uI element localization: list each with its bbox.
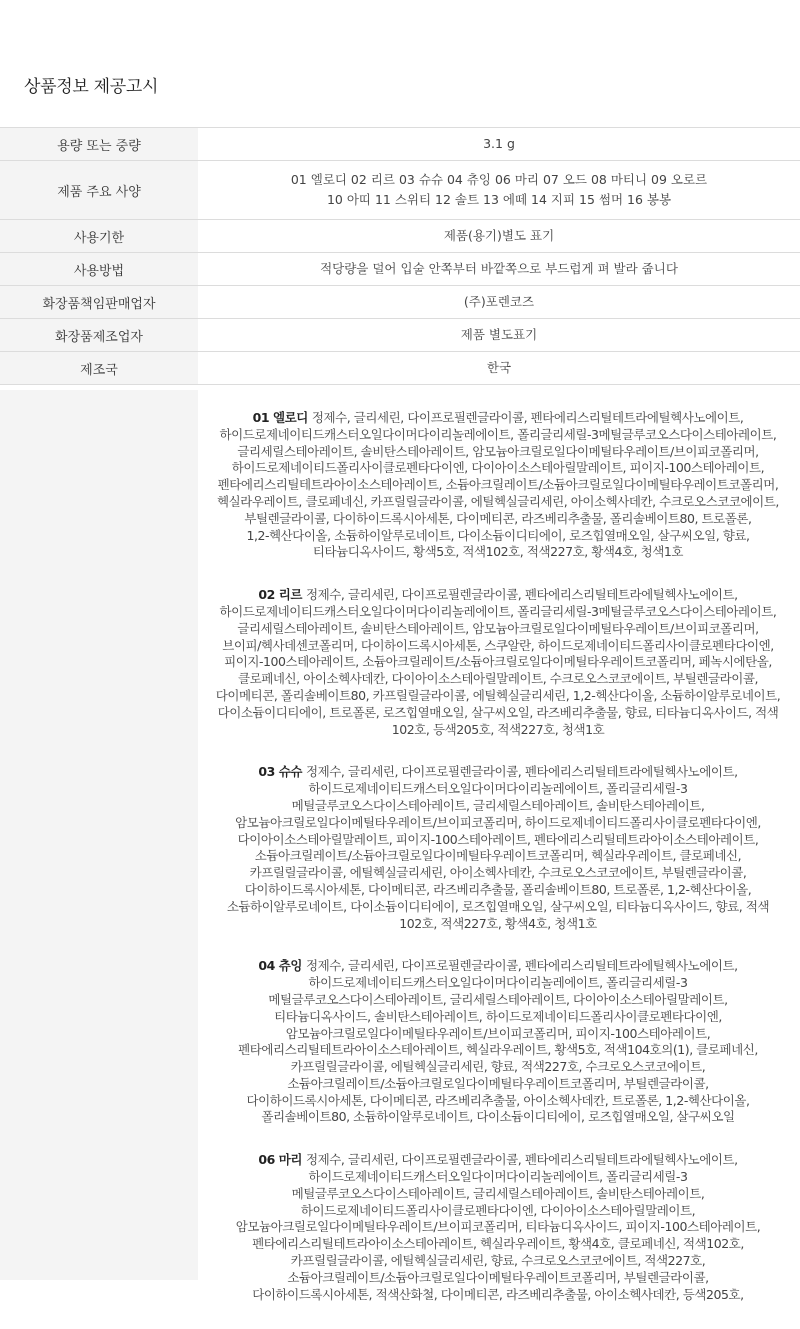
ingredient-shade-name: 01 엘로디 <box>252 410 308 425</box>
ingredient-block <box>206 958 790 1126</box>
ingredient-shade-name: 04 츄잉 <box>258 958 303 974</box>
ingredient-text: 글리세릴스테아레이트, 솔비탄스테아레이트, 암모늄아크릴로일다이메틸타우레이트/브이피코폴리머, <box>237 620 759 636</box>
ingredient-text: 다이메티콘, 폴리솔베이트80, 카프릴릴글라이콜, 에틸헥실글리세린, 1,2-헥산다이올, 소듐하이알루로네이트, <box>215 687 781 703</box>
ingredient-line <box>206 705 790 722</box>
row-value-line: 01 엘로디 02 리르 03 슈슈 04 츄잉 06 마리 07 오드 08 마티니 09 오로르 <box>290 172 708 187</box>
table-row <box>0 352 800 385</box>
ingredient-line <box>206 1253 790 1270</box>
ingredient-line <box>206 764 790 781</box>
ingredient-line <box>206 621 790 638</box>
row-value <box>198 161 800 220</box>
ingredient-text: 하이드로제네이티드폴리사이클로펜타다이엔, 다이아이소스테아릴말레이트, <box>300 1202 696 1218</box>
row-value: 제품(용기)별도 표기 <box>443 228 555 243</box>
ingredient-line <box>206 1186 790 1203</box>
ingredient-line <box>206 1109 790 1126</box>
ingredient-text: 암모늄아크릴로일다이메틸타우레이트/브이피코폴리머, 하이드로제네이티드폴리사이클로펜타다이엔, <box>235 814 761 830</box>
ingredient-text: 소듐하이알루로네이트, 다이소듐이디티에이, 로즈힙열매오일, 살구씨오일, 티타늄디옥사이드, 향료, 적색 <box>226 898 770 914</box>
row-value-line: 10 아띠 11 스위티 12 솔트 13 에떼 14 지피 15 썸머 16 봉봉 <box>326 192 672 207</box>
ingredient-line <box>206 1152 790 1169</box>
ingredient-block <box>206 764 790 932</box>
ingredient-block <box>206 587 790 738</box>
ingredient-line <box>206 477 790 494</box>
ingredient-line <box>206 671 790 688</box>
row-label: 제조국 <box>0 352 198 385</box>
ingredient-line <box>206 1009 790 1026</box>
ingredient-block <box>206 1152 790 1303</box>
ingredient-text: 다이아이소스테아릴말레이트, 피이지-100스테아레이트, 펜타에리스리틸테트라아이소스테아레이트, <box>237 831 759 847</box>
ingredient-line <box>206 1076 790 1093</box>
ingredient-line <box>206 1203 790 1220</box>
ingredient-text: 하이드로제네이티드캐스터오일다이머다이리놀레에이트, 폴리글리세릴-3메틸글루코오스다이스테아레이트, <box>219 603 777 619</box>
ingredient-text: 다이하이드록시아세톤, 적색산화철, 다이메티콘, 라즈베리추출물, 아이소헥사데칸, 등색205호, <box>252 1286 744 1302</box>
product-info-table <box>0 127 800 385</box>
ingredient-line <box>206 544 790 561</box>
ingredient-text: 메틸글루코오스다이스테아레이트, 글리세릴스테아레이트, 솔비탄스테아레이트, <box>291 797 705 813</box>
row-label: 제품 주요 사양 <box>0 161 198 220</box>
ingredient-line <box>206 722 790 739</box>
ingredient-text: 클로페네신, 아이소헥사데칸, 다이아이소스테아릴말레이트, 수크로오스코코에이트, 부틸렌글라이콜, <box>238 671 758 687</box>
ingredient-line <box>206 587 790 604</box>
row-label: 화장품제조업자 <box>0 319 198 352</box>
ingredient-text: 하이드로제네이티드캐스터오일다이머다이리놀레에이트, 폴리글리세릴-3 <box>308 975 688 991</box>
page-title: 상품정보 제공고시 <box>24 77 159 97</box>
ingredient-text: 하이드로제네이티드폴리사이클로펜타다이엔, 다이아이소스테아릴말레이트, 피이지-100스테아레이트, <box>231 460 765 476</box>
ingredient-text: 다이소듐이디티에이, 트로폴론, 로즈힙열매오일, 살구씨오일, 라즈베리추출물, 향료, 티타늄디옥사이드, 적색 <box>217 704 779 720</box>
ingredients-label-column <box>0 390 198 1280</box>
ingredient-text: 정제수, 글리세린, 다이프로필렌글라이콜, 펜타에리스리틸테트라에틸헥사노에이트, <box>306 764 738 780</box>
ingredient-text: 정제수, 글리세린, 다이프로필렌글라이콜, 펜타에리스리틸테트라에틸헥사노에이트, <box>306 1152 738 1168</box>
ingredient-line <box>206 848 790 865</box>
ingredients-section <box>0 390 800 1302</box>
ingredient-line <box>206 638 790 655</box>
ingredient-line <box>206 1169 790 1186</box>
table-row <box>0 286 800 319</box>
ingredient-block <box>206 410 790 561</box>
ingredient-line <box>206 444 790 461</box>
ingredient-text: 소듐아크릴레이트/소듐아크릴로일다이메틸타우레이트코폴리머, 부틸렌글라이콜, <box>287 1269 709 1285</box>
table-row <box>0 319 800 352</box>
ingredient-text: 카프릴릴글라이콜, 에틸헥실글리세린, 향료, 수크로오스코코에이트, 적색227호, <box>290 1253 706 1269</box>
ingredient-line <box>206 604 790 621</box>
ingredient-line <box>206 882 790 899</box>
ingredient-text: 티타늄디옥사이드, 황색5호, 적색102호, 적색227호, 황색4호, 청색1호 <box>312 544 684 560</box>
ingredient-line <box>206 1236 790 1253</box>
ingredient-text: 펜타에리스리틸테트라아이소스테아레이트, 헥실라우레이트, 황색4호, 클로페네신, 적색102호, <box>252 1236 744 1252</box>
ingredient-line <box>206 781 790 798</box>
ingredient-text: 암모늄아크릴로일다이메틸타우레이트/브이피코폴리머, 피이지-100스테아레이트, <box>285 1025 711 1041</box>
ingredient-text: 102호, 적색227호, 황색4호, 청색1호 <box>399 915 597 931</box>
ingredient-line <box>206 798 790 815</box>
table-row <box>0 253 800 286</box>
row-value: 한국 <box>486 360 512 375</box>
ingredient-text: 폴리솔베이트80, 소듐하이알루로네이트, 다이소듐이디티에이, 로즈힙열매오일, 살구씨오일 <box>261 1109 735 1125</box>
ingredient-line <box>206 511 790 528</box>
ingredient-line <box>206 916 790 933</box>
table-row <box>0 220 800 253</box>
ingredient-text: 카프릴릴글라이콜, 에틸헥실글리세린, 향료, 적색227호, 수크로오스코코에이트, <box>290 1059 706 1075</box>
ingredient-text: 펜타에리스리틸테트라아이소스테아레이트, 헥실라우레이트, 황색5호, 적색104호의(1), 클로페네신, <box>238 1042 758 1058</box>
ingredient-text: 소듐아크릴레이트/소듐아크릴로일다이메틸타우레이트코폴리머, 부틸렌글라이콜, <box>287 1075 709 1091</box>
ingredient-text: 102호, 등색205호, 적색227호, 청색1호 <box>391 721 605 737</box>
ingredients-list <box>206 410 790 1329</box>
row-value: 적당량을 덜어 입술 안쪽부터 바깥쪽으로 부드럽게 펴 발라 줍니다 <box>320 261 678 276</box>
ingredient-text: 하이드로제네이티드캐스터오일다이머다이리놀레에이트, 폴리글리세릴-3 <box>308 1169 688 1185</box>
ingredient-shade-name: 03 슈슈 <box>258 764 303 780</box>
ingredient-text: 부틸렌글라이콜, 다이하이드록시아세톤, 다이메티콘, 라즈베리추출물, 폴리솔베이트80, 트로폴론, <box>244 510 752 526</box>
ingredient-line <box>206 1026 790 1043</box>
table-row <box>0 128 800 161</box>
ingredient-line <box>206 654 790 671</box>
ingredient-text: 브이피/헥사데센코폴리머, 다이하이드록시아세톤, 스쿠알란, 하이드로제네이티드폴리사이클로펜타다이엔, <box>222 637 774 653</box>
ingredient-text: 하이드로제네이티드캐스터오일다이머다이리놀레에이트, 폴리글리세릴-3 <box>308 781 688 797</box>
ingredient-text: 정제수, 글리세린, 다이프로필렌글라이콜, 펜타에리스리틸테트라에틸헥사노에이트, <box>306 958 738 974</box>
ingredient-text: 다이하이드록시아세톤, 다이메티콘, 라즈베리추출물, 아이소헥사데칸, 트로폴론, 1,2-헥산다이올, <box>246 1092 750 1108</box>
ingredient-text: 다이하이드록시아세톤, 다이메티콘, 라즈베리추출물, 폴리솔베이트80, 트로폴론, 1,2-헥산다이올, <box>244 881 752 897</box>
row-label: 사용기한 <box>0 220 198 253</box>
ingredient-line <box>206 975 790 992</box>
row-label: 사용방법 <box>0 253 198 286</box>
ingredient-text: 카프릴릴글라이콜, 에틸헥실글리세린, 아이소헥사데칸, 수크로오스코코에이트, 부틸렌글라이콜, <box>249 865 747 881</box>
ingredient-text: 정제수, 글리세린, 다이프로필렌글라이콜, 펜타에리스리틸테트라에틸헥사노에이트, <box>306 587 738 603</box>
ingredient-text: 소듐아크릴레이트/소듐아크릴로일다이메틸타우레이트코폴리머, 헥실라우레이트, 클로페네신, <box>254 848 742 864</box>
ingredient-line <box>206 460 790 477</box>
ingredient-shade-name: 06 마리 <box>258 1152 303 1168</box>
ingredient-line <box>206 427 790 444</box>
ingredient-line <box>206 815 790 832</box>
ingredient-line <box>206 1287 790 1304</box>
ingredient-line <box>206 1042 790 1059</box>
ingredient-text: 하이드로제네이티드캐스터오일다이머다이리놀레에이트, 폴리글리세릴-3메틸글루코오스다이스테아레이트, <box>219 426 777 442</box>
ingredient-line <box>206 528 790 545</box>
ingredient-line <box>206 1270 790 1287</box>
ingredient-line <box>206 899 790 916</box>
ingredient-shade-name: 02 리르 <box>258 587 303 603</box>
row-value: (주)포렌코즈 <box>463 294 535 309</box>
ingredient-line <box>206 1059 790 1076</box>
ingredient-text: 피이지-100스테아레이트, 소듐아크릴레이트/소듐아크릴로일다이메틸타우레이트코폴리머, 페녹시에탄올, <box>224 654 772 670</box>
row-value: 제품 별도표기 <box>460 327 538 342</box>
ingredient-text: 1,2-헥산다이올, 소듐하이알루로네이트, 다이소듐이디티에이, 로즈힙열매오일, 살구씨오일, 향료, <box>246 527 750 543</box>
row-value: 3.1 g <box>483 136 515 151</box>
ingredient-line <box>206 410 790 427</box>
row-label: 화장품책임판매업자 <box>0 286 198 319</box>
ingredient-text: 티타늄디옥사이드, 솔비탄스테아레이트, 하이드로제네이티드폴리사이클로펜타다이엔, <box>274 1008 722 1024</box>
ingredient-line <box>206 832 790 849</box>
ingredient-line <box>206 865 790 882</box>
row-label: 용량 또는 중량 <box>0 128 198 161</box>
table-row <box>0 161 800 220</box>
ingredient-line <box>206 688 790 705</box>
ingredient-line <box>206 494 790 511</box>
ingredient-line <box>206 1093 790 1110</box>
ingredient-text: 펜타에리스리틸테트라아이소스테아레이트, 소듐아크릴레이트/소듐아크릴로일다이메틸타우레이트코폴리머, <box>217 477 779 493</box>
ingredient-text: 메틸글루코오스다이스테아레이트, 글리세릴스테아레이트, 다이아이소스테아릴말레이트, <box>268 991 728 1007</box>
ingredient-text: 정제수, 글리세린, 다이프로필렌글라이콜, 펜타에리스리틸테트라에틸헥사노에이트, <box>311 410 744 425</box>
ingredient-text: 메틸글루코오스다이스테아레이트, 글리세릴스테아레이트, 솔비탄스테아레이트, <box>291 1185 705 1201</box>
ingredient-line <box>206 992 790 1009</box>
ingredient-line <box>206 1219 790 1236</box>
ingredient-line <box>206 958 790 975</box>
ingredient-text: 암모늄아크릴로일다이메틸타우레이트/브이피코폴리머, 티타늄디옥사이드, 피이지-100스테아레이트, <box>235 1219 761 1235</box>
ingredient-text: 글리세릴스테아레이트, 솔비탄스테아레이트, 암모늄아크릴로일다이메틸타우레이트/브이피코폴리머, <box>237 443 759 459</box>
ingredient-text: 헥실라우레이트, 클로페네신, 카프릴릴글라이콜, 에틸헥실글리세린, 아이소헥사데칸, 수크로오스코코에이트, <box>217 493 779 509</box>
